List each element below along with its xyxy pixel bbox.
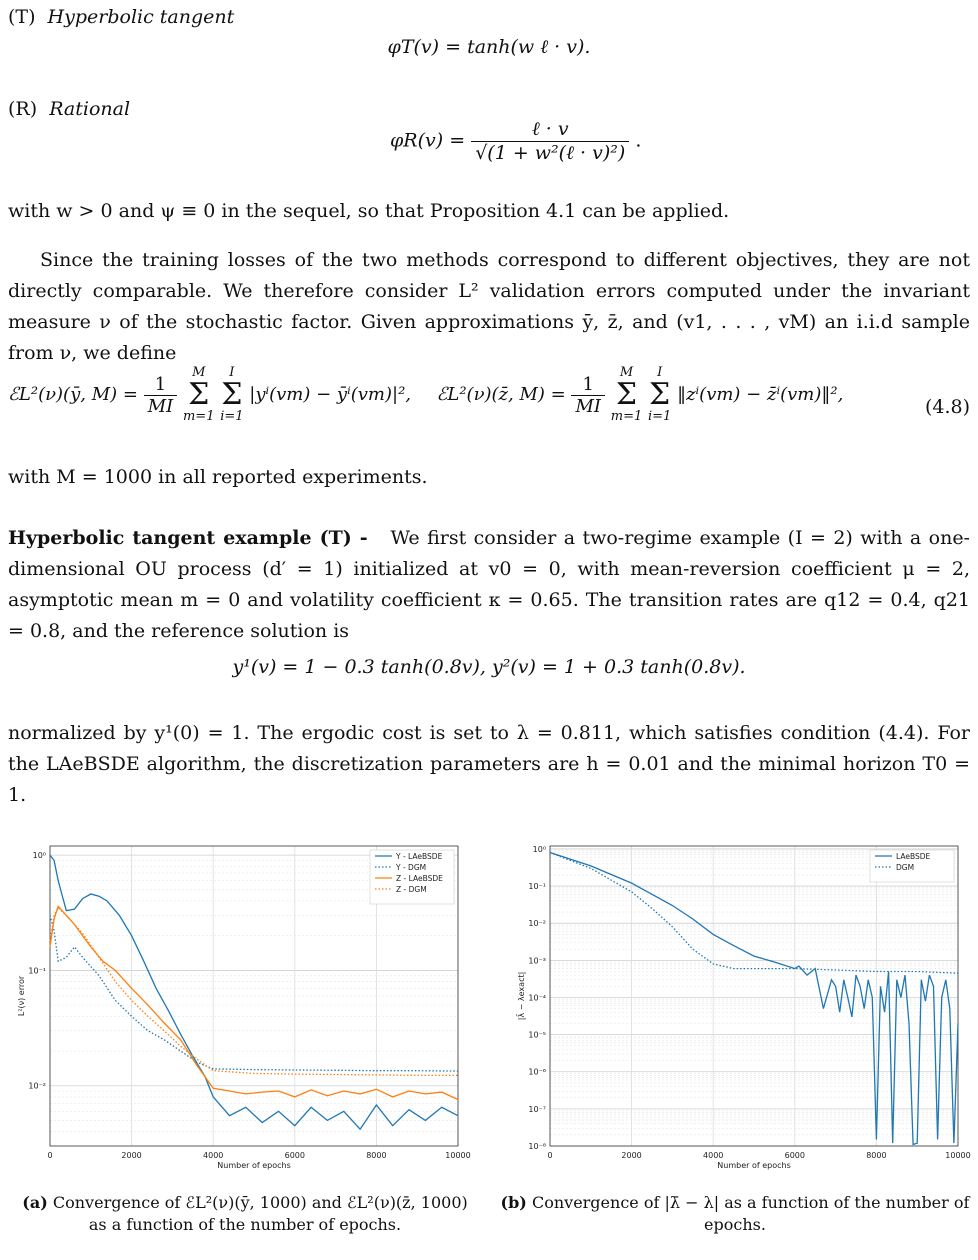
caption-b-label: (b) [500, 1193, 527, 1212]
section-tanh-example [8, 523, 970, 647]
caption-b [500, 1192, 970, 1236]
eq48-term-y: |yⁱ(vm) − ȳⁱ(vm)|², [249, 384, 412, 405]
equation-phi-r-fraction [471, 118, 629, 165]
caption-b-text: Convergence of |λ̄ − λ| as a function of the number of epochs. [531, 1193, 970, 1234]
eq48-sum-m-2-bottom: m=1 [610, 409, 643, 424]
series-line-1 [50, 915, 458, 1071]
item-t [8, 3, 234, 31]
x-tick-label: 8000 [866, 1151, 887, 1160]
eq48-sum-m-2-top: M [619, 365, 634, 380]
x-axis-label: Number of epochs [217, 1161, 291, 1170]
section-body: We first consider a two-regime example (I = 2) with a one-dimensional OU process (d′ = 1) initialized at v0 = 0, with mean-reversion coefficient μ = 2, asymptotic mean m = 0 and volatility coefficient κ = 0.65. The transition rates are q12 = 0.4, q21 = 0.8, and the reference solution is [8, 527, 970, 642]
y-tick-label: 10⁻⁵ [528, 1030, 546, 1040]
eq48-frac-1-den: MI [147, 395, 174, 417]
y-tick-label: 10⁻⁷ [528, 1104, 546, 1114]
item-r-name: Rational [49, 98, 131, 120]
x-tick-label: 2000 [621, 1151, 642, 1160]
equation-phi-r-numerator: ℓ · v [471, 118, 629, 142]
legend-label: LAeBSDE [896, 852, 931, 861]
y-tick-label: 10⁰ [532, 844, 546, 854]
equation-phi-r-lhs: φR(v) = [390, 129, 466, 152]
eq48-frac-2 [571, 374, 605, 417]
paragraph-ergodic-cost: normalized by y¹(0) = 1. The ergodic cost is set to λ = 0.811, which satisfies condition (4.4). For the LAeBSDE algorithm, the discretization parameters are h = 0.01 and the minimal horizon T0 = 1. [8, 722, 970, 806]
y-tick-label: 10⁻⁸ [528, 1142, 546, 1151]
y-tick-label: 10⁻² [528, 919, 546, 929]
equation-number-4-8: (4.8) [924, 396, 970, 418]
eq48-sum-m-1-bottom: m=1 [182, 409, 215, 424]
legend-label: Y - LAeBSDE [396, 852, 443, 861]
y-tick-label: 10⁻⁶ [528, 1067, 546, 1077]
y-tick-label: 10⁻¹ [28, 966, 46, 976]
x-tick-label: 6000 [284, 1151, 305, 1160]
item-t-name: Hyperbolic tangent [47, 6, 235, 28]
x-axis-label: Number of epochs [717, 1161, 791, 1170]
legend-label: DGM [896, 863, 915, 872]
equation-phi-t: φT(v) = tanh(w ℓ · v). [387, 36, 591, 58]
eq48-sum-i-1: I Σ i=1 [220, 365, 244, 424]
eq48-term-z: ‖zⁱ(vm) − z̄ⁱ(vm)‖², [677, 384, 844, 405]
eq48-sum-m-1: M Σ m=1 [182, 365, 215, 424]
legend [870, 850, 954, 882]
item-r-label: (R) [8, 98, 38, 120]
y-axis-label: |λ̄ − λexact| [517, 971, 526, 1021]
x-tick-label: 4000 [203, 1151, 224, 1160]
eq48-sum-i-2-top: I [657, 365, 663, 380]
y-tick-label: 10⁻² [28, 1081, 46, 1091]
caption-a [14, 1192, 476, 1236]
x-tick-label: 0 [47, 1151, 53, 1160]
y-tick-label: 10⁻³ [528, 956, 546, 966]
eq48-frac-1-num: 1 [144, 374, 178, 396]
x-tick-label: 10000 [445, 1151, 471, 1160]
equation-phi-r [390, 118, 650, 165]
legend-label: Z - LAeBSDE [396, 874, 443, 883]
y-tick-label: 10⁻¹ [528, 882, 546, 892]
eq48-lhs-z: ℰL²(ν)(z̄, M) = [436, 384, 566, 405]
caption-a-label: (a) [22, 1193, 48, 1212]
eq48-sum-i-1-top: I [229, 365, 235, 380]
equation-phi-r-end: . [635, 129, 642, 152]
x-tick-label: 6000 [784, 1151, 805, 1160]
legend-label: Z - DGM [396, 885, 427, 894]
legend-label: Y - DGM [396, 863, 427, 872]
eq48-sum-i-2: I Σ i=1 [648, 365, 672, 424]
x-tick-label: 2000 [121, 1151, 142, 1160]
legend [370, 850, 454, 904]
eq48-sum-m-2: M Σ m=1 [610, 365, 643, 424]
eq48-frac-1 [144, 374, 178, 417]
x-tick-label: 4000 [703, 1151, 724, 1160]
item-r [8, 95, 130, 123]
eq48-lhs-y: ℰL²(ν)(ȳ, M) = [8, 384, 138, 405]
eq48-frac-2-num: 1 [571, 374, 605, 396]
sentence-after-4-8: with M = 1000 in all reported experiments. [8, 466, 428, 488]
caption-a-text: Convergence of ℰL²(ν)(ȳ, 1000) and ℰL²(ν)(z̄, 1000) as a function of the number of epochs. [52, 1193, 468, 1234]
eq48-frac-2-den: MI [575, 395, 602, 417]
x-tick-label: 8000 [366, 1151, 387, 1160]
section-title: Hyperbolic tangent example (T) - [8, 527, 368, 549]
series-line-2 [50, 906, 458, 1099]
y-axis-label: L²(ν) error [17, 975, 26, 1017]
x-tick-label: 10000 [945, 1151, 971, 1160]
item-t-label: (T) [8, 6, 36, 28]
y-tick-label: 10⁻⁴ [528, 993, 546, 1003]
equation-phi-r-denominator: √(1 + w²(ℓ · v)²) [475, 142, 626, 164]
sentence-after-r: with w > 0 and ψ ≡ 0 in the sequel, so that Proposition 4.1 can be applied. [8, 200, 730, 222]
series-line-3 [50, 908, 458, 1076]
series-line-0 [550, 853, 958, 1145]
chart-l2-error [8, 838, 471, 1178]
chart-lambda-error [500, 838, 970, 1178]
eq48-sum-m-1-top: M [192, 365, 206, 380]
eq48-sum-i-2-bottom: i=1 [648, 409, 672, 424]
paragraph-validation: Since the training losses of the two methods correspond to different objectives, they are not directly comparable. We therefore consider L² validation errors computed under the invariant measure ν of the stochastic factor. Given approximations ȳ, z̄, and (v1, . . . , vM) an i.i.d sample from ν, we define [8, 249, 970, 364]
equation-4-8 [8, 366, 970, 424]
y-tick-label: 10⁰ [32, 851, 46, 861]
x-tick-label: 0 [547, 1151, 553, 1160]
eq48-sum-i-1-bottom: i=1 [220, 409, 244, 424]
equation-reference-solution: y¹(v) = 1 − 0.3 tanh(0.8v), y²(v) = 1 + 0.3 tanh(0.8v). [232, 656, 746, 678]
